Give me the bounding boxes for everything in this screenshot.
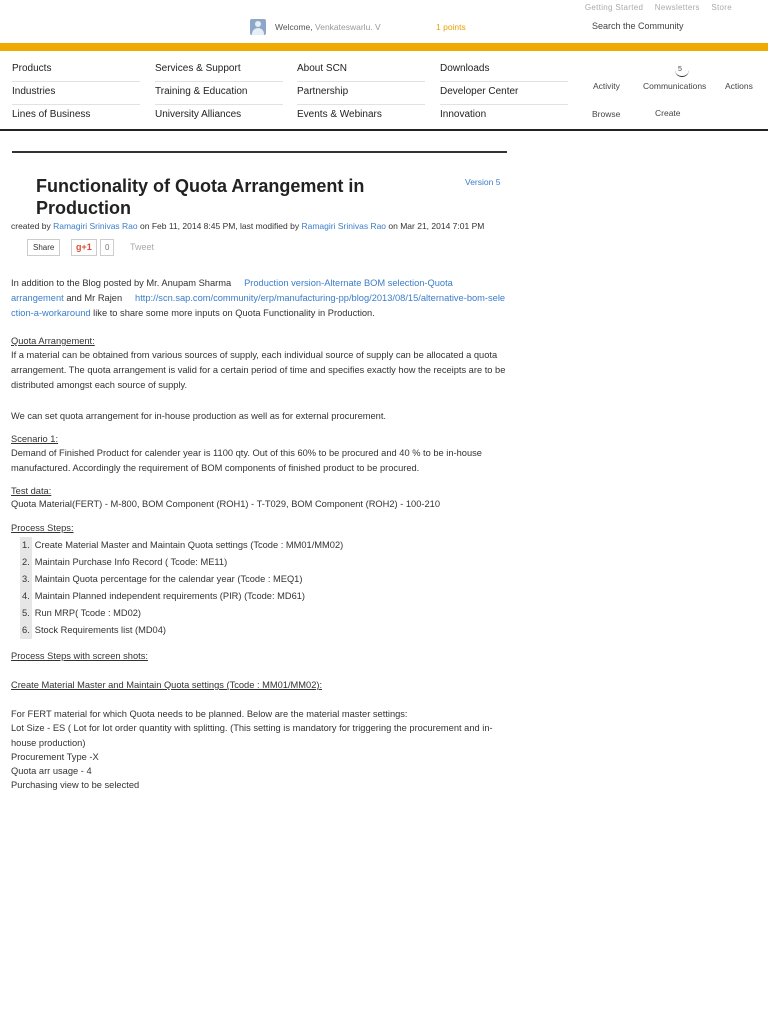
quota-paragraph: If a material can be obtained from various sources of supply, each individual source of supply can be allocated a quota arrangement. The quota arrangement is valid for a certain period of time and specifies exactly how the receipts are to be distributed amongst each source of supply. xyxy=(11,350,506,390)
welcome-text xyxy=(275,22,381,32)
utility-links xyxy=(576,3,732,12)
step-text: Maintain Quota percentage for the calendar year (Tcode : MEQ1) xyxy=(34,574,303,584)
orange-header-bar xyxy=(0,43,768,51)
avatar[interactable] xyxy=(250,19,266,35)
modified-on-text: on Mar 21, 2014 7:01 PM xyxy=(388,221,485,231)
intro-text-1: In addition to the Blog posted by Mr. Anupam Sharma xyxy=(11,278,232,288)
step-text: Maintain Planned independent requirements (PIR) (Tcode: MD61) xyxy=(34,591,306,601)
nav-innovation[interactable]: Innovation xyxy=(440,109,487,120)
article-top-rule xyxy=(12,151,507,153)
user-name-link[interactable]: Venkateswarlu. V xyxy=(315,22,381,32)
tweet-button[interactable]: Tweet xyxy=(130,242,155,252)
nav-divider xyxy=(0,129,768,131)
browse-link[interactable]: Browse xyxy=(592,109,621,119)
actions-link[interactable]: Actions xyxy=(725,81,753,91)
communications-badge: 5 xyxy=(678,66,682,73)
step-text: Stock Requirements list (MD04) xyxy=(34,625,166,635)
google-plus-icon: g xyxy=(76,242,82,252)
test-data-heading: Test data: xyxy=(11,486,52,496)
test-data-paragraph: Quota Material(FERT) - M-800, BOM Component (ROH1) - T-T029, BOM Component (ROH2) - 100-210 xyxy=(11,499,441,509)
nav-developer-center[interactable]: Developer Center xyxy=(440,83,568,105)
scenario-heading: Scenario 1: xyxy=(11,434,59,444)
nav-column-4 xyxy=(440,60,568,128)
purchasing-view-text: Purchasing view to be selected xyxy=(11,780,140,790)
screens-heading: Process Steps with screen shots: xyxy=(11,651,148,661)
list-item: 1. Create Material Master and Maintain Quota settings (Tcode : MM01/MM02) xyxy=(20,537,343,554)
getting-started-link[interactable]: Getting Started xyxy=(584,3,644,12)
newsletters-link[interactable]: Newsletters xyxy=(654,3,700,12)
quota-heading: Quota Arrangement: xyxy=(11,336,95,346)
list-item: 3. Maintain Quota percentage for the calendar year (Tcode : MEQ1) xyxy=(20,571,343,588)
intro-text-2: and Mr Rajen xyxy=(66,293,123,303)
created-on-text: on Feb 11, 2014 8:45 PM, last modified by xyxy=(140,221,300,231)
create-link[interactable]: Create xyxy=(655,108,681,118)
process-steps-heading: Process Steps: xyxy=(11,523,74,533)
gplus-count: 0 xyxy=(100,239,114,256)
nav-industries[interactable]: Industries xyxy=(12,83,140,105)
production-version-blog-link[interactable]: Production version-Alternate BOM selection-Quota arrangement xyxy=(11,278,453,303)
nav-events-webinars[interactable]: Events & Webinars xyxy=(297,109,382,120)
scenario-paragraph: Demand of Finished Product for calender year is 1100 qty. Out of this 60% to be procured and 40 % to be in-house manufactured. Accordingly the requirement of BOM components of finished product to be procured. xyxy=(11,448,482,473)
quota-usage-text: Quota arr usage - 4 xyxy=(11,766,92,776)
google-plus-button[interactable] xyxy=(71,239,97,256)
points-link[interactable]: 1 points xyxy=(436,22,466,32)
nav-products[interactable]: Products xyxy=(12,60,140,82)
step-text: Maintain Purchase Info Record ( Tcode: ME11) xyxy=(34,557,228,567)
version-link[interactable]: Version 5 xyxy=(465,177,501,187)
list-item: 4. Maintain Planned independent requirements (PIR) (Tcode: MD61) xyxy=(20,588,343,605)
inhouse-paragraph: We can set quota arrangement for in-house production as well as for external procurement. xyxy=(11,411,387,421)
nav-lines-of-business[interactable]: Lines of Business xyxy=(12,109,91,120)
gplus-label: +1 xyxy=(81,242,92,252)
article-title: Functionality of Quota Arrangement in Production xyxy=(36,176,365,218)
alternative-bom-blog-link[interactable]: http://scn.sap.com/community/erp/manufacturing-pp/blog/2013/08/15/alternative-bom-selection-a-workaround xyxy=(11,293,506,318)
intro-paragraph xyxy=(11,276,506,321)
communications-link[interactable]: Communications xyxy=(643,81,707,91)
communications-icon[interactable] xyxy=(675,66,691,78)
created-by-label: created by xyxy=(11,221,51,231)
fert-paragraph: For FERT material for which Quota needs to be planned. Below are the material master settings: xyxy=(11,709,408,719)
search-community-link[interactable]: Search the Community xyxy=(592,21,684,31)
nav-services-support[interactable]: Services & Support xyxy=(155,60,283,82)
step-text: Run MRP( Tcode : MD02) xyxy=(34,608,142,618)
store-link[interactable]: Store xyxy=(711,3,732,12)
nav-about-scn[interactable]: About SCN xyxy=(297,60,425,82)
activity-link[interactable]: Activity xyxy=(593,81,620,91)
welcome-prefix: Welcome, xyxy=(275,22,313,32)
nav-column-3 xyxy=(297,60,425,128)
share-button[interactable]: Share xyxy=(27,239,60,256)
nav-university-alliances[interactable]: University Alliances xyxy=(155,109,242,120)
nav-column-2 xyxy=(155,60,283,128)
intro-text-3: like to share some more inputs on Quota Functionality in Production. xyxy=(93,308,375,318)
nav-downloads[interactable]: Downloads xyxy=(440,60,568,82)
nav-training-education[interactable]: Training & Education xyxy=(155,83,283,105)
lot-size-text: Lot Size - ES ( Lot for lot order quantity with splitting. (This setting is mandatory for triggering the procurement and in-house production) xyxy=(11,723,493,748)
nav-partnership[interactable]: Partnership xyxy=(297,83,425,105)
author-link[interactable]: Ramagiri Srinivas Rao xyxy=(53,221,138,231)
process-steps-list xyxy=(20,537,343,639)
step-text: Create Material Master and Maintain Quota settings (Tcode : MM01/MM02) xyxy=(34,540,344,550)
list-item: 2. Maintain Purchase Info Record ( Tcode: ME11) xyxy=(20,554,343,571)
nav-column-1 xyxy=(12,60,140,128)
procurement-type-text: Procurement Type -X xyxy=(11,752,99,762)
list-item: 5. Run MRP( Tcode : MD02) xyxy=(20,605,343,622)
modifier-link[interactable]: Ramagiri Srinivas Rao xyxy=(301,221,387,231)
create-material-heading: Create Material Master and Maintain Quota settings (Tcode : MM01/MM02): xyxy=(11,680,323,690)
list-item: 6. Stock Requirements list (MD04) xyxy=(20,622,343,639)
article-meta xyxy=(11,221,484,231)
